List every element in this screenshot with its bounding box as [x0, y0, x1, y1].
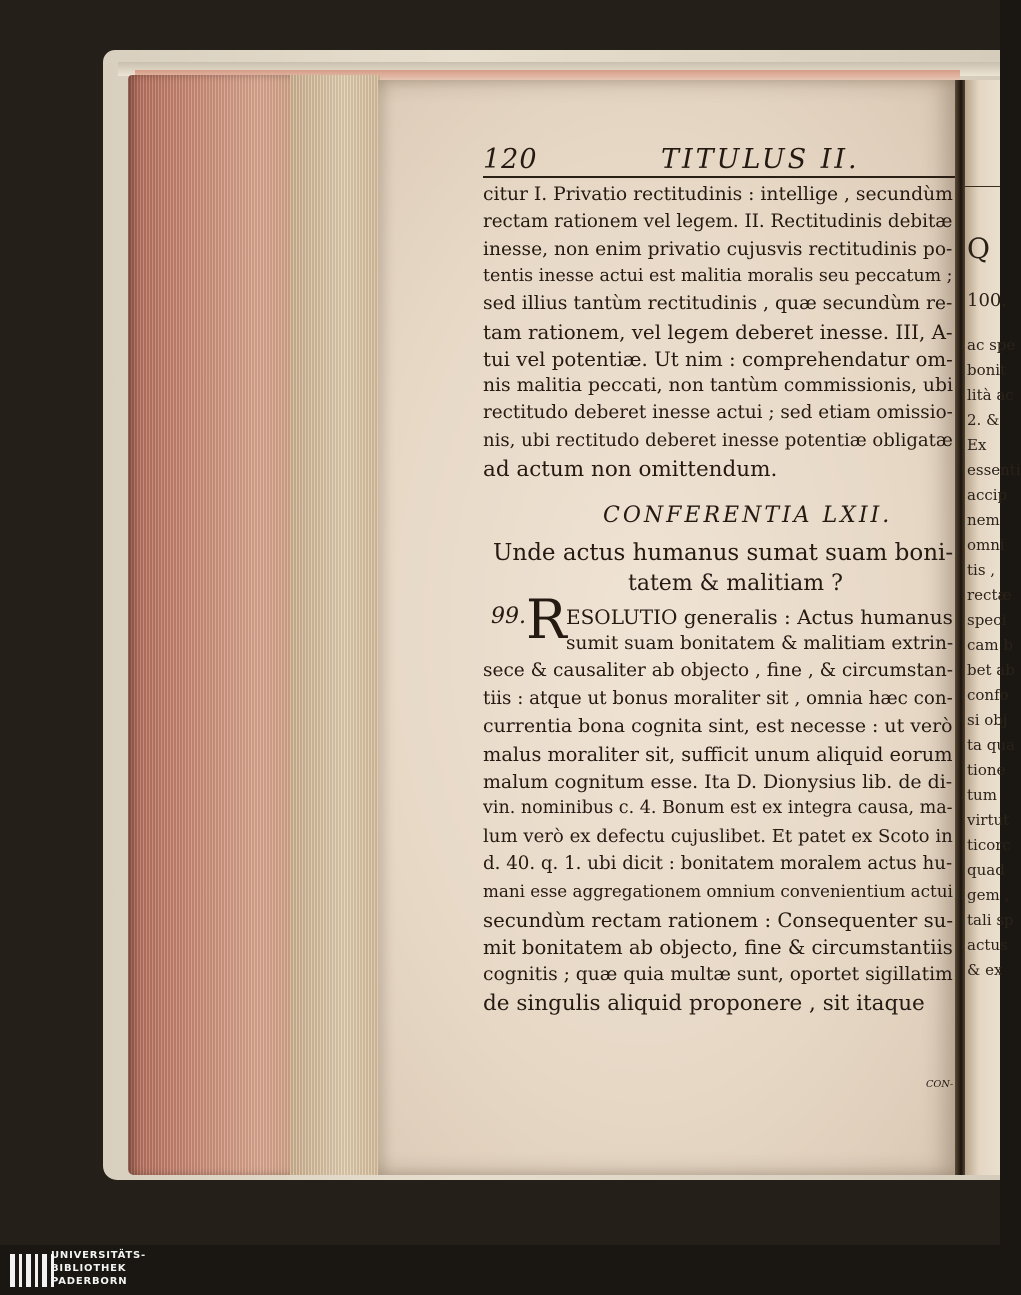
text-line: ad actum non omittendum. — [483, 457, 778, 482]
text-line: secundùm rectam rationem : Consequenter su- — [483, 908, 954, 932]
text-line: mit bonitatem ab objecto, fine & circumstantiis — [483, 936, 953, 960]
facing-text-fragment: lità ac — [967, 386, 1014, 404]
library-footer — [0, 1245, 1000, 1295]
page-number: 120 — [483, 144, 538, 175]
red-page-edges — [128, 75, 316, 1175]
text-line: tentis inesse actui est malitia moralis seu peccatum ; — [483, 265, 953, 286]
text-line: lum verò ex defectu cujuslibet. Et patet ex Scoto in — [483, 825, 953, 847]
running-head: TITULUS II. — [661, 144, 860, 175]
paragraph-number: 99. — [491, 604, 526, 629]
text-line: ESOLUTIO generalis : Actus humanus — [566, 605, 953, 629]
facing-text-fragment: tum — [967, 786, 997, 804]
facing-text-fragment: tione — [967, 761, 1006, 779]
facing-text-fragment: 100. — [967, 290, 1008, 311]
header-rule — [483, 176, 958, 178]
page-fore-edge — [290, 75, 380, 1175]
text-line: nis, ubi rectitudo deberet inesse potentiæ obligatæ — [483, 429, 953, 451]
text-line: sece & causaliter ab objecto , fine , & circumstan- — [483, 660, 953, 682]
text-line: rectam rationem vel legem. II. Rectitudinis debitæ — [483, 211, 953, 233]
text-line: inesse, non enim privatio cujusvis rectitudinis po- — [483, 238, 953, 260]
facing-text-fragment: bonit — [967, 361, 1007, 379]
library-name-line-2: BIBLIOTHEK — [51, 1263, 127, 1274]
facing-text-fragment: confo — [967, 686, 1009, 704]
facing-text-fragment: accip — [967, 486, 1008, 504]
library-name-line-3: PADERBORN — [51, 1276, 128, 1287]
text-line: tiis : atque ut bonus moraliter sit , omnia hæc con- — [483, 687, 953, 709]
text-line: rectitudo deberet inesse actui ; sed etiam omissio- — [483, 402, 953, 424]
facing-text-fragment: ac spe — [967, 336, 1016, 354]
facing-text-fragment: Q — [967, 232, 990, 265]
facing-text-fragment: omni — [967, 536, 1005, 554]
facing-text-fragment: & ex — [967, 961, 1003, 979]
text-line: nis malitia peccati, non tantùm commissionis, ubi — [483, 375, 953, 397]
conference-heading: CONFERENTIA LXII. — [603, 503, 893, 528]
facing-text-fragment: si obj — [967, 711, 1008, 729]
facing-text-fragment: essenti — [967, 461, 1021, 479]
question-line-2: tatem & malitiam ? — [628, 571, 843, 596]
facing-text-fragment: cam b — [967, 636, 1013, 654]
facing-text-fragment: quad — [967, 861, 1005, 879]
facing-header-rule — [965, 186, 1000, 187]
facing-text-fragment: Ex — [967, 436, 987, 454]
facing-text-fragment: speci — [967, 611, 1007, 629]
facing-text-fragment: gem , — [967, 886, 1010, 904]
text-line: tam rationem, vel legem deberet inesse. III, A- — [483, 320, 953, 344]
text-line: vin. nominibus c. 4. Bonum est ex integra causa, ma- — [483, 798, 953, 819]
text-line: citur I. Privatio rectitudinis : intellige , secundùm — [483, 184, 953, 205]
facing-text-fragment: tis , — [967, 561, 996, 579]
text-line: currentia bona cognita sint, est necesse : ut verò — [483, 715, 953, 738]
facing-text-fragment: bet ab — [967, 661, 1015, 679]
facing-text-fragment: ta qua — [967, 736, 1015, 754]
question-line-1: Unde actus humanus sumat suam boni- — [493, 540, 954, 566]
text-line: cognitis ; quæ quia multæ sunt, oportet sigillatim — [483, 963, 953, 985]
library-name-line-1: UNIVERSITÄTS- — [51, 1250, 146, 1261]
facing-page — [965, 80, 1021, 1175]
facing-text-fragment: nem — [967, 511, 1000, 529]
drop-cap: R — [526, 588, 567, 651]
facing-text-fragment: tali sp — [967, 911, 1014, 929]
text-line: malus moraliter sit, sufficit unum aliquid eorum — [483, 743, 953, 766]
left-page — [378, 80, 963, 1175]
facing-text-fragment: ticorc — [967, 836, 1011, 854]
facing-text-fragment: 2. & — [967, 411, 1000, 429]
catchword: CON- — [926, 1079, 954, 1090]
text-line: mani esse aggregationem omnium convenientium actui — [483, 881, 953, 901]
facing-text-fragment: rectæ — [967, 586, 1012, 604]
text-line: malum cognitum esse. Ita D. Dionysius lib. de di- — [483, 770, 953, 793]
text-line: tui vel potentiæ. Ut nim : comprehendatur om- — [483, 347, 953, 371]
text-line: sumit suam bonitatem & malitiam extrin- — [566, 632, 954, 654]
text-line: d. 40. q. 1. ubi dicit : bonitatem moralem actus hu- — [483, 853, 953, 875]
text-line: sed illius tantùm rectitudinis , quæ secundùm re- — [483, 293, 953, 315]
text-line: de singulis aliquid proponere , sit itaque — [483, 991, 925, 1017]
facing-text-fragment: actus — [967, 936, 1008, 954]
facing-text-fragment: virtut — [967, 811, 1010, 829]
library-logo-icon — [10, 1254, 54, 1287]
